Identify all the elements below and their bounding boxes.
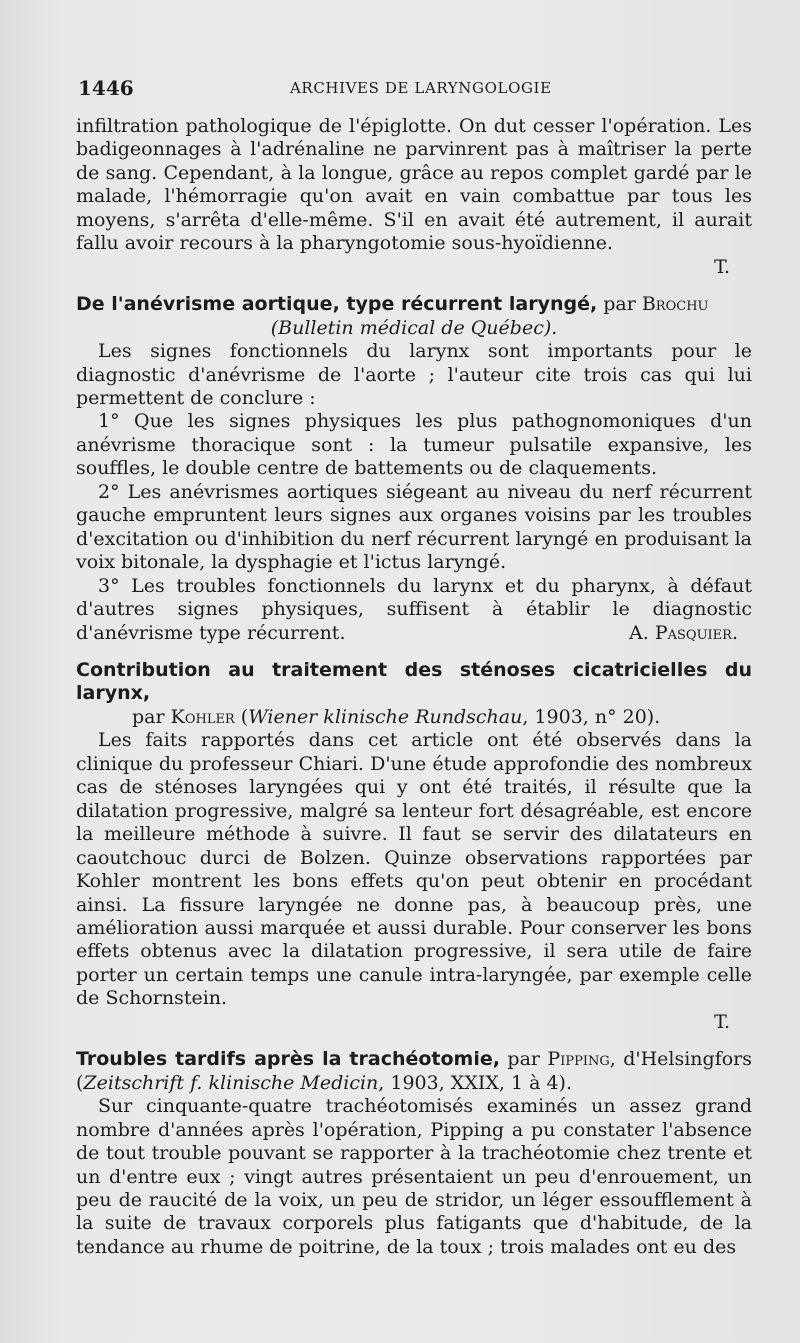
article3-paragraph: Sur cinquante-quatre trachéotomisés examinés un assez grand nombre d'années après l'opération, Pipping a pu constater l'absence de tout trouble pouvant se rapporter à la trachéotomie chez trente et un d'entre eux ; vingt autres présentaient un peu d'enrouement, un peu de raucité de la voix, un peu de stridor, un léger essoufflement à la suite de travaux corporels plus fatigants que d'habitude, de la tendance au rhume de poitrine, de la toux ; trois malades ont eu des [76, 1095, 752, 1258]
article1-paragraph-2: 1° Que les signes physiques les plus pathognomoniques d'un anévrisme thoracique sont : la tumeur pulsatile expansive, les souffles, le double centre de battements ou de claquements. [76, 410, 752, 480]
article1-heading [76, 293, 752, 340]
intro-paragraph: infiltration pathologique de l'épiglotte. On dut cesser l'opération. Les badigeonnages à l'adrénaline ne parvinrent pas à maîtriser la perte de sang. Cependant, à la longue, grâce au repos complet gardé par le malade, l'hémorragie qu'on avait en vain combattue par tous les moyens, s'arrêta d'elle-même. S'il en avait été autrement, il aurait fallu avoir recours à la pharyngotomie sous-hyoïdienne. [76, 115, 752, 255]
article3-author-rest: , d'Helsingfors ( [76, 1048, 753, 1094]
article1-paragraph-4: 3° Les troubles fonctionnels du larynx et du pharynx, à défaut d'autres signes physiques, suffisent à établir le diagnostic d'anévrisme type récurrent. [76, 574, 752, 644]
page-body [76, 115, 752, 1259]
article3-title: Troubles tardifs après la trachéotomie, [76, 1048, 500, 1071]
article3-by: par [499, 1048, 548, 1071]
article2-by: par [132, 705, 171, 728]
article3-source-rest: , 1903, XXIX, 1 à 4). [378, 1071, 573, 1094]
article1-title: De l'anévrisme aortique, type récurrent laryngé, [76, 293, 598, 316]
article3-author: Pipping [547, 1048, 610, 1071]
article2-title: Contribution au traitement des sténoses cicatricielles du larynx, [76, 658, 752, 705]
article1-paragraph-3: 2° Les anévrismes aortiques siégeant au niveau du nerf récurrent gauche empruntent leurs signes aux organes voisins par les troubles d'excitation ou d'inhibition du nerf récurrent laryngé en produisant la voix bitonale, la dysphagie et l'ictus laryngé. [76, 480, 752, 574]
intro-signature: T. [714, 255, 730, 278]
running-title: ARCHIVES DE LARYNGOLOGIE [290, 79, 552, 97]
page-number: 1446 [78, 76, 134, 100]
article3-heading [76, 1048, 752, 1095]
article3-source: Zeitschrift f. klinische Medicin [83, 1071, 379, 1094]
article2-paragraph: Les faits rapportés dans cet article ont été observés dans la clinique du professeur Chiari. D'une étude approfondie des nombreux cas de sténoses laryngées qui y ont été traités, il résulte que la dilatation progressive, malgré sa lenteur fort désagréable, est encore la meilleure méthode à suivre. Il faut se servir des dilatateurs en caoutchouc durci de Bolzen. Quinze observations rapportées par Kohler montrent les bons effets qu'on peut obtenir en procédant ainsi. La fissure laryngée ne donne pas, à beaucoup près, une amélioration aussi marquée et aussi durable. Pour conserver les bons effets obtenus avec la dilatation progressive, il sera utile de faire porter un certain temps une canule intra-laryngée, par exemple celle de Schornstein. [76, 729, 752, 1010]
article1-paragraph-1: Les signes fonctionnels du larynx sont importants pour le diagnostic d'anévrisme de l'aorte ; l'auteur cite trois cas qui lui permettent de conclure : [76, 340, 752, 409]
article2-source: Wiener klinische Rundschau [248, 705, 523, 728]
article2-byline [76, 706, 752, 729]
article2-source-rest: , 1903, n° 20). [522, 705, 661, 728]
page-header [78, 76, 748, 100]
article1-by: par [597, 293, 642, 316]
article2-heading [76, 659, 752, 729]
article1-source: (Bulletin médical de Québec). [270, 316, 558, 339]
article2-source-open: ( [234, 705, 249, 728]
article1-author: Brochu [641, 293, 709, 316]
article2-author: Kohler [170, 705, 235, 728]
article1-signature: A. Pasquier. [629, 621, 738, 644]
article2-signature: T. [714, 1010, 730, 1033]
